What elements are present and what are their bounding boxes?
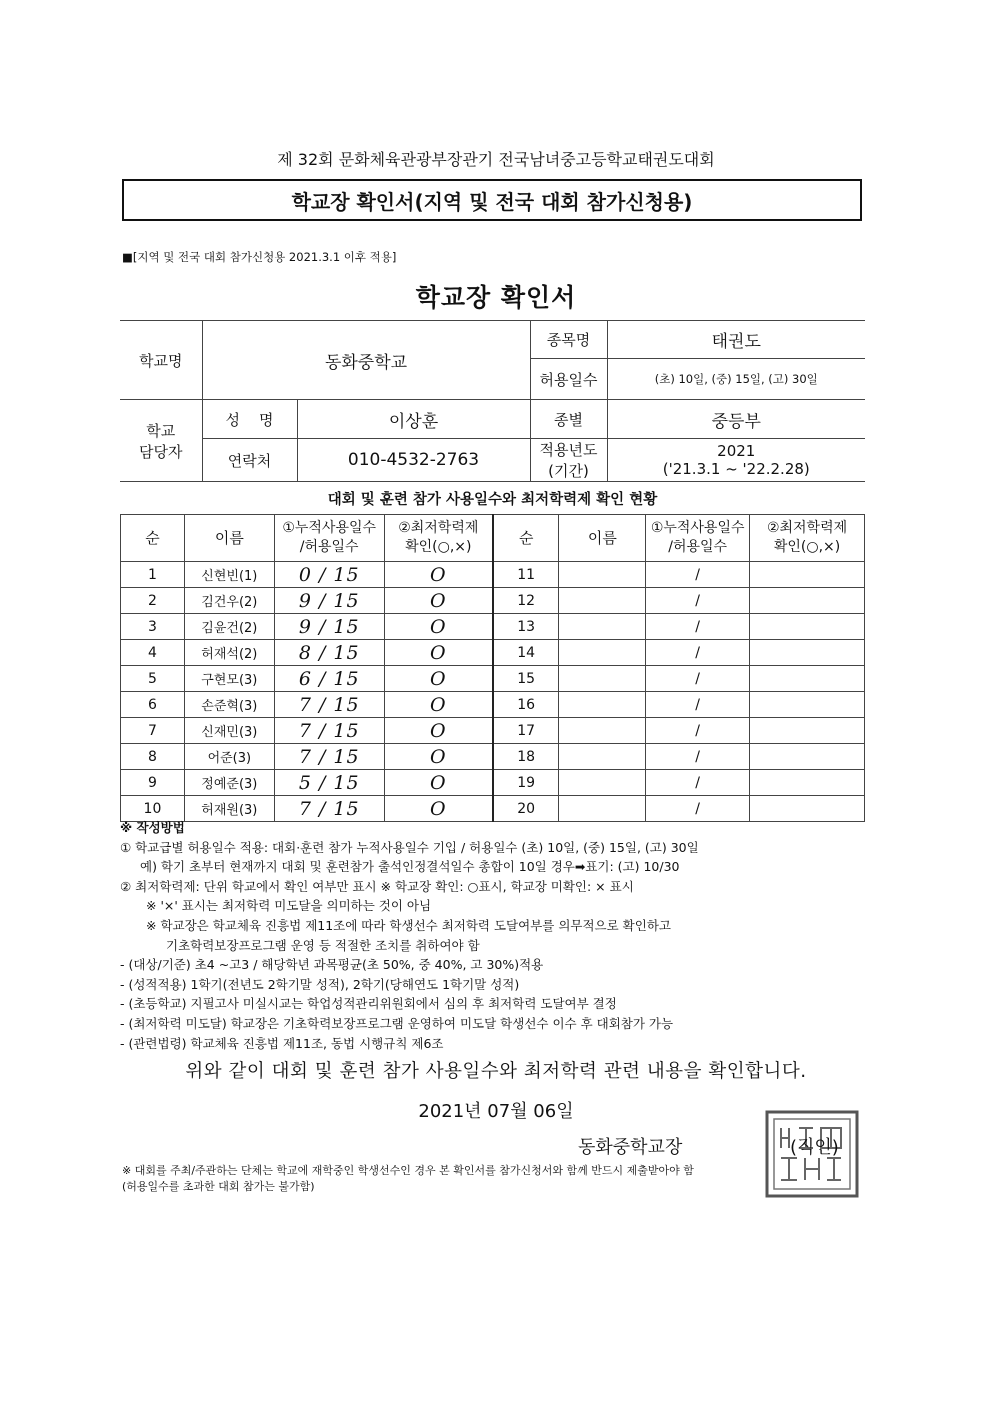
row-name: 구현모(3) xyxy=(184,666,274,692)
name-label: 성 명 xyxy=(202,400,297,439)
row-edu xyxy=(750,744,865,770)
footer-note xyxy=(122,1163,694,1195)
method-line: ② 최저학력제: 단위 학교에서 확인 여부만 표시 ※ 학교장 확인: ○표시, 학교장 미확인: × 표시 xyxy=(120,878,634,894)
row-days: / xyxy=(646,692,750,718)
school-label: 학교명 xyxy=(120,321,202,400)
row-no: 15 xyxy=(493,666,559,692)
row-no: 20 xyxy=(493,796,559,822)
main-title: 학교장 확인서 xyxy=(415,283,577,312)
row-no: 14 xyxy=(493,640,559,666)
row-name: 어준(3) xyxy=(184,744,274,770)
row-edu xyxy=(750,718,865,744)
footer-line: (허용일수를 초과한 대회 참가는 불가함) xyxy=(122,1180,315,1193)
row-edu: O xyxy=(384,692,493,718)
writing-method xyxy=(120,818,880,1053)
row-days: / xyxy=(646,718,750,744)
form-title-box xyxy=(122,179,862,221)
row-edu: O xyxy=(384,666,493,692)
row-edu: O xyxy=(384,796,493,822)
row-no: 4 xyxy=(121,640,185,666)
row-edu xyxy=(750,666,865,692)
row-days: 7 / 15 xyxy=(274,744,384,770)
row-days: / xyxy=(646,640,750,666)
row-no: 10 xyxy=(121,796,185,822)
year-value xyxy=(607,439,865,482)
table-row xyxy=(121,562,865,588)
row-edu: O xyxy=(384,588,493,614)
form-title: 학교장 확인서(지역 및 전국 대회 참가신청용) xyxy=(291,189,693,214)
row-no: 13 xyxy=(493,614,559,640)
row-edu xyxy=(750,692,865,718)
header-edu-right-line1: ②최저학력제 xyxy=(766,520,848,536)
row-no: 3 xyxy=(121,614,185,640)
contact-value: 010-4532-2763 xyxy=(297,439,530,482)
type-label: 종별 xyxy=(530,400,607,439)
row-edu: O xyxy=(384,614,493,640)
row-days: / xyxy=(646,614,750,640)
row-edu: O xyxy=(384,770,493,796)
info-table xyxy=(120,320,865,482)
row-edu xyxy=(750,614,865,640)
row-days: 7 / 15 xyxy=(274,718,384,744)
row-no: 9 xyxy=(121,770,185,796)
header-days-right-line2: /허용일수 xyxy=(668,539,728,555)
row-no: 11 xyxy=(493,562,559,588)
row-days: 9 / 15 xyxy=(274,588,384,614)
row-name xyxy=(559,666,646,692)
status-table xyxy=(120,514,865,822)
row-days: 5 / 15 xyxy=(274,770,384,796)
method-line: - (대상/기준) 초4 ~고3 / 해당학년 과목평균(초 50%, 중 40%, 고 30%)적용 xyxy=(120,957,544,973)
row-days: / xyxy=(646,562,750,588)
name-value: 이상훈 xyxy=(297,400,530,439)
row-days: 6 / 15 xyxy=(274,666,384,692)
row-name xyxy=(559,744,646,770)
table-row xyxy=(121,640,865,666)
row-no: 5 xyxy=(121,666,185,692)
row-edu xyxy=(750,562,865,588)
method-line: - (최저학력 미도달) 학교장은 기초학력보장프로그램 운영하여 미도달 학생선수 이수 후 대회참가 가능 xyxy=(120,1015,674,1031)
row-days: 8 / 15 xyxy=(274,640,384,666)
row-name xyxy=(559,588,646,614)
row-no: 2 xyxy=(121,588,185,614)
row-days: 0 / 15 xyxy=(274,562,384,588)
row-no: 12 xyxy=(493,588,559,614)
header-edu-line2: 확인(○,×) xyxy=(405,539,472,555)
row-days: / xyxy=(646,796,750,822)
row-days: 9 / 15 xyxy=(274,614,384,640)
row-no: 7 xyxy=(121,718,185,744)
year-label-line2: (기간) xyxy=(548,462,589,480)
row-no: 18 xyxy=(493,744,559,770)
event-label: 종목명 xyxy=(530,321,607,359)
table-row xyxy=(121,718,865,744)
row-no: 8 xyxy=(121,744,185,770)
manager-label-line2: 담당자 xyxy=(139,442,183,461)
method-heading: ※ 작성방법 xyxy=(120,820,185,835)
header-days-line2: /허용일수 xyxy=(299,539,359,555)
table-row xyxy=(121,614,865,640)
row-name: 정예준(3) xyxy=(184,770,274,796)
method-line: 기초학력보장프로그램 운영 등 적절한 조치를 취하여야 함 xyxy=(166,937,480,953)
row-name xyxy=(559,692,646,718)
table-row xyxy=(121,744,865,770)
method-line: ① 학교급별 허용일수 적용: 대회·훈련 참가 누적사용일수 기입 / 허용일수 (초) 10일, (중) 15일, (고) 30일 xyxy=(120,839,699,855)
header-name-right: 이름 xyxy=(559,515,646,562)
row-days: / xyxy=(646,588,750,614)
row-name: 손준혁(3) xyxy=(184,692,274,718)
row-no: 6 xyxy=(121,692,185,718)
row-name xyxy=(559,640,646,666)
header-no: 순 xyxy=(121,515,185,562)
row-edu: O xyxy=(384,744,493,770)
year-value-line2: ('21.3.1 ~ '22.2.28) xyxy=(662,460,810,478)
header-edu-right xyxy=(750,515,865,562)
header-days-line1: ①누적사용일수 xyxy=(282,520,377,536)
applies-note: ■[지역 및 전국 대회 참가신청용 2021.3.1 이후 적용] xyxy=(122,250,397,264)
method-line: - (초등학교) 지필고사 미실시교는 학업성적관리위원회에서 심의 후 최저학력 도달여부 결정 xyxy=(120,996,617,1012)
row-edu: O xyxy=(384,718,493,744)
method-line: ※ 학교장은 학교체육 진흥법 제11조에 따라 학생선수 최저학력 도달여부를 의무적으로 확인하고 xyxy=(146,917,671,933)
row-days: 7 / 15 xyxy=(274,692,384,718)
footer-line: ※ 대회를 주최/주관하는 단체는 학교에 재학중인 학생선수인 경우 본 확인서를 참가신청서와 함께 반드시 제출받아야 함 xyxy=(122,1164,694,1177)
event-title: 제 32회 문화체육관광부장관기 전국남녀중고등학교태권도대회 xyxy=(277,150,715,169)
status-title: 대회 및 훈련 참가 사용일수와 최저학력제 확인 현황 xyxy=(327,492,658,508)
row-no: 19 xyxy=(493,770,559,796)
school-value: 동화중학교 xyxy=(202,321,530,400)
contact-label: 연락처 xyxy=(202,439,297,482)
table-row xyxy=(121,588,865,614)
method-line: 예) 학기 초부터 현재까지 대회 및 훈련참가 출석인정결석일수 총합이 10일 경우➡표기: (고) 10/30 xyxy=(140,859,680,875)
row-days: / xyxy=(646,770,750,796)
header-edu-line1: ②최저학력제 xyxy=(398,520,479,536)
row-days: / xyxy=(646,744,750,770)
row-name: 신현빈(1) xyxy=(184,562,274,588)
row-days: 7 / 15 xyxy=(274,796,384,822)
event-value: 태권도 xyxy=(607,321,865,359)
row-name: 김윤건(2) xyxy=(184,614,274,640)
row-name xyxy=(559,770,646,796)
allowed-days-value: (초) 10일, (중) 15일, (고) 30일 xyxy=(607,359,865,400)
year-label-line1: 적용년도 xyxy=(539,441,598,459)
row-edu xyxy=(750,640,865,666)
method-line: ※ '×' 표시는 최저학력 미도달을 의미하는 것이 아님 xyxy=(146,898,432,914)
row-days: / xyxy=(646,666,750,692)
header-days xyxy=(274,515,384,562)
header-days-right xyxy=(646,515,750,562)
table-row xyxy=(121,770,865,796)
row-no: 17 xyxy=(493,718,559,744)
row-edu xyxy=(750,770,865,796)
row-no: 1 xyxy=(121,562,185,588)
type-value: 중등부 xyxy=(607,400,865,439)
header-edu-right-line2: 확인(○,×) xyxy=(773,539,841,555)
manager-label-line1: 학교 xyxy=(146,421,176,440)
row-name: 허재원(3) xyxy=(184,796,274,822)
row-name xyxy=(559,562,646,588)
row-no: 16 xyxy=(493,692,559,718)
method-line: - (성적적용) 1학기(전년도 2학기말 성적), 2학기(당해연도 1학기말 성적) xyxy=(120,976,520,992)
table-row xyxy=(121,692,865,718)
principal-signature: 동화중학교장 xyxy=(578,1137,683,1158)
row-edu: O xyxy=(384,640,493,666)
year-value-line1: 2021 xyxy=(717,442,756,460)
table-row xyxy=(121,666,865,692)
manager-label xyxy=(120,400,202,482)
row-edu xyxy=(750,588,865,614)
header-days-right-line1: ①누적사용일수 xyxy=(650,520,745,536)
header-no-right: 순 xyxy=(493,515,559,562)
year-label xyxy=(530,439,607,482)
row-name: 신재민(3) xyxy=(184,718,274,744)
header-name: 이름 xyxy=(184,515,274,562)
allowed-days-label: 허용일수 xyxy=(530,359,607,400)
issue-date: 2021년 07월 06일 xyxy=(418,1101,574,1122)
row-name xyxy=(559,614,646,640)
row-name: 김건우(2) xyxy=(184,588,274,614)
confirm-statement: 위와 같이 대회 및 훈련 참가 사용일수와 최저학력 관련 내용을 확인합니다. xyxy=(185,1061,807,1082)
row-name: 허재석(2) xyxy=(184,640,274,666)
row-edu: O xyxy=(384,562,493,588)
row-name xyxy=(559,718,646,744)
header-edu xyxy=(384,515,493,562)
method-line: - (관련법령) 학교체육 진흥법 제11조, 동법 시행규칙 제6조 xyxy=(120,1035,444,1051)
seal-label: (직인) xyxy=(790,1137,839,1158)
